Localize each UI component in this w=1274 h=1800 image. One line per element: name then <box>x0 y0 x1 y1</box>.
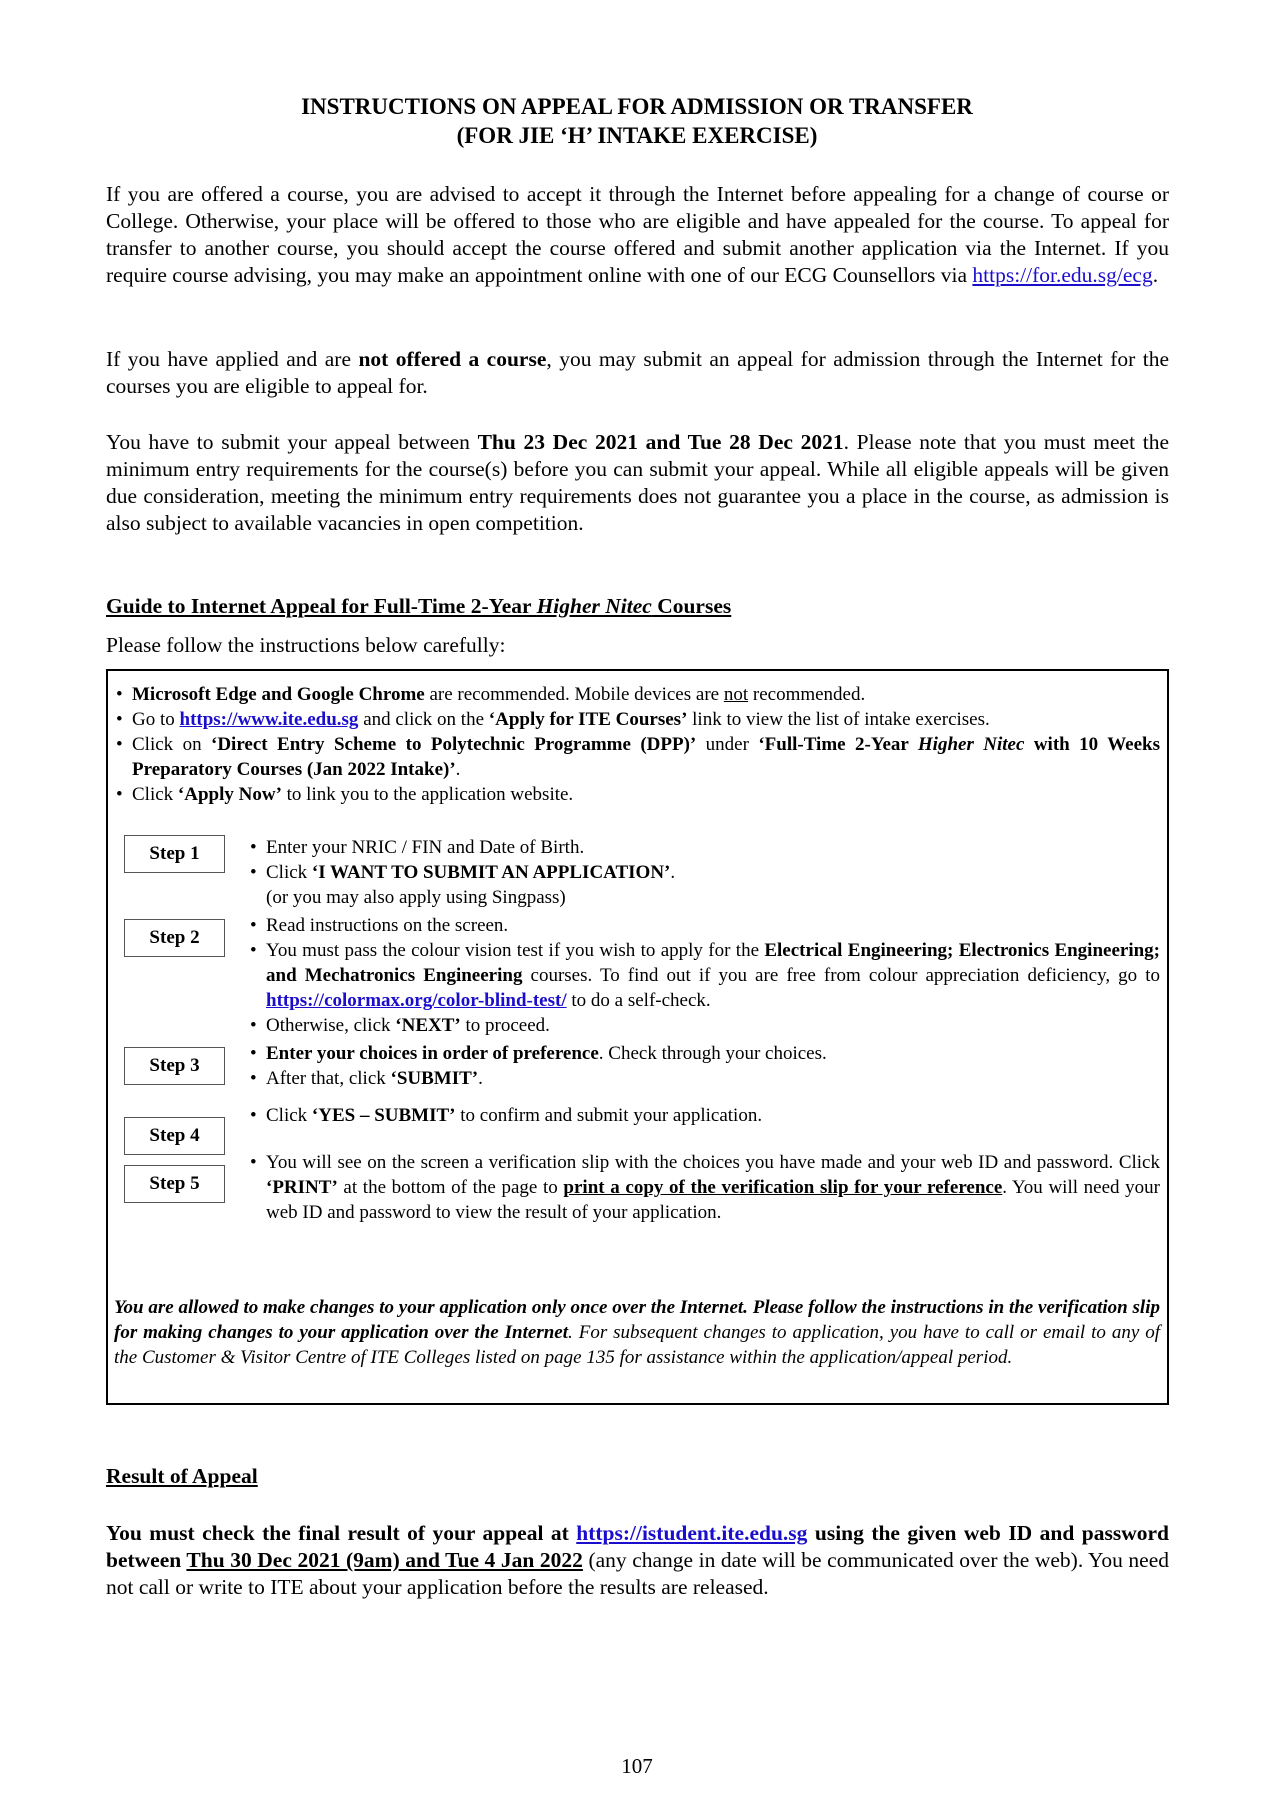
step-1-content: • Enter your NRIC / FIN and Date of Birth. • Click ‘I WANT TO SUBMIT AN APPLICATION’. (or you may also apply using Singpass) <box>250 835 1160 910</box>
changes-note: You are allowed to make changes to your application only once over the Internet. Please follow the instructions in the verification slip for making changes to your application over the Internet. For subsequent changes to application, you have to call or email to any of the Customer & Visitor Centre of ITE Colleges listed on page 135 for assistance within the application/appeal period. <box>114 1297 1160 1368</box>
title-line-1: INSTRUCTIONS ON APPEAL FOR ADMISSION OR TRANSFER <box>301 94 973 119</box>
result-paragraph: You must check the final result of your appeal at https://istudent.ite.edu.sg using the given web ID and password between Thu 30 Dec 2021 (9am) and Tue 4 Jan 2022 (any change in date will be communicated over the web). You need not call or write to ITE about your application before the results are released. <box>106 1521 1169 1599</box>
step-3-label: Step 3 <box>124 1047 225 1085</box>
instructions-box <box>106 669 1169 1405</box>
general-bullets <box>116 682 1160 807</box>
guide-heading: Guide to Internet Appeal for Full-Time 2-Year Higher Nitec Courses <box>106 594 732 618</box>
step-4-content: • Click ‘YES – SUBMIT’ to confirm and submit your application. <box>250 1103 1160 1128</box>
step-5-label: Step 5 <box>124 1165 225 1203</box>
intro-paragraph-2: If you have applied and are not offered a course, you may submit an appeal for admission through the Internet for the courses you are eligible to appeal for. <box>106 347 1169 398</box>
step-2-content: • Read instructions on the screen. • You must pass the colour vision test if you wish to apply for the Electrical Engineering; Electronics Engineering; and Mechatronics Engineering courses. To find out if you are free from colour appreciation deficiency, go to https://colormax.org/color-blind-test/ to do a self-check. • Otherwise, click ‘NEXT’ to proceed. <box>250 913 1160 1038</box>
result-heading: Result of Appeal <box>106 1464 258 1488</box>
ite-website-link[interactable]: https://www.ite.edu.sg <box>179 709 359 730</box>
step-2-label: Step 2 <box>124 919 225 957</box>
step-4-label: Step 4 <box>124 1117 225 1155</box>
ecg-link[interactable]: https://for.edu.sg/ecg <box>972 263 1153 287</box>
page-number: 107 <box>621 1754 653 1778</box>
page-title <box>0 92 1274 150</box>
bullet-go-to-site: • Go to https://www.ite.edu.sg and click on the ‘Apply for ITE Courses’ link to view the list of intake exercises. <box>116 707 1160 732</box>
bullet-apply-now: • Click ‘Apply Now’ to link you to the application website. <box>116 782 1160 807</box>
istudent-link[interactable]: https://istudent.ite.edu.sg <box>576 1521 808 1545</box>
colour-test-link[interactable]: https://colormax.org/color-blind-test/ <box>266 990 567 1011</box>
step-1-label: Step 1 <box>124 835 225 873</box>
intro-paragraph-1: If you are offered a course, you are advised to accept it through the Internet before appealing for a change of course or College. Otherwise, your place will be offered to those who are eligible and have appealed for the course. To appeal for transfer to another course, you should accept the course offered and submit another application via the Internet. If you require course advising, you may make an appointment online with one of our ECG Counsellors via https://for.edu.sg/ecg. <box>106 182 1169 287</box>
title-line-2: (FOR JIE ‘H’ INTAKE EXERCISE) <box>456 123 818 148</box>
guide-subtitle: Please follow the instructions below carefully: <box>106 633 506 657</box>
bullet-click-dpp: • Click on ‘Direct Entry Scheme to Polytechnic Programme (DPP)’ under ‘Full-Time 2-Year Higher Nitec with 10 Weeks Preparatory Courses (Jan 2022 Intake)’. <box>116 732 1160 782</box>
step-5-content: • You will see on the screen a verification slip with the choices you have made and your web ID and password. Click ‘PRINT’ at the bottom of the page to print a copy of the verification slip for your reference. You will need your web ID and password to view the result of your application. <box>250 1150 1160 1225</box>
step-3-content: • Enter your choices in order of preference. Check through your choices. • After that, click ‘SUBMIT’. <box>250 1041 1160 1091</box>
intro-paragraph-3: You have to submit your appeal between Thu 23 Dec 2021 and Tue 28 Dec 2021. Please note that you must meet the minimum entry requirements for the course(s) before you can submit your appeal. While all eligible appeals will be given due consideration, meeting the minimum entry requirements does not guarantee you a place in the course, as admission is also subject to available vacancies in open competition. <box>106 430 1169 535</box>
bullet-browsers: • Microsoft Edge and Google Chrome are recommended. Mobile devices are not recommended. <box>116 682 1160 707</box>
